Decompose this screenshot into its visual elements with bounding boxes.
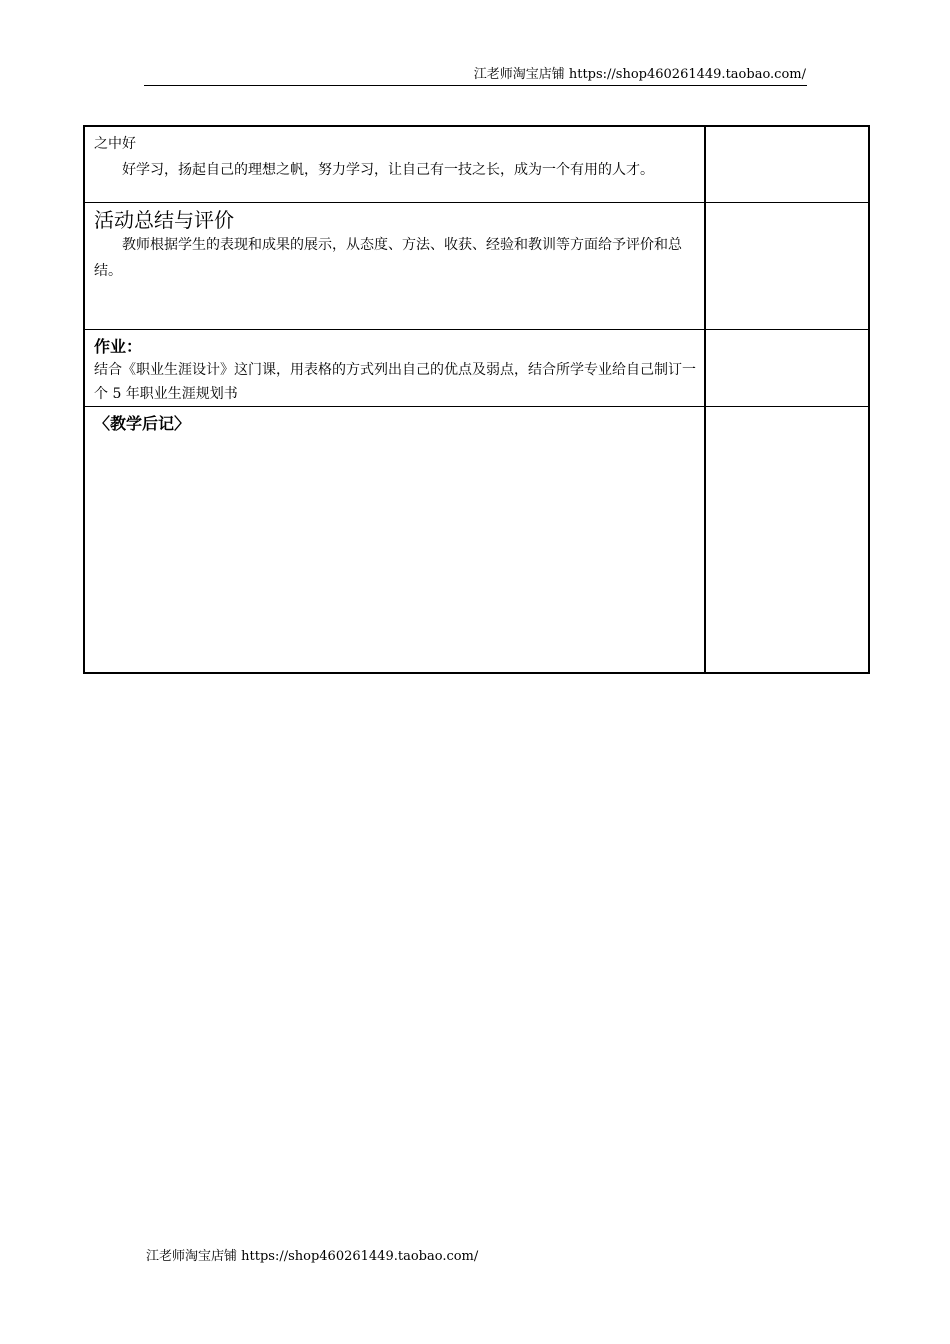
activity-summary-title: 活动总结与评价: [94, 207, 234, 232]
side-cell: [705, 202, 869, 329]
content-cell: [84, 406, 705, 673]
table-row: [84, 202, 869, 329]
study-paragraph: 好学习，扬起自己的理想之帆，努力学习，让自己有一技之长，成为一个有用的人才。: [122, 162, 654, 178]
continued-text: 之中好: [94, 136, 136, 152]
table-row: [84, 406, 869, 673]
content-cell: [84, 202, 705, 329]
side-cell: [705, 329, 869, 406]
lesson-plan-table: [83, 125, 870, 674]
homework-paragraph: 结合《职业生涯设计》这门课，用表格的方式列出自己的优点及弱点，结合所学专业给自己制订一个 5 年职业生涯规划书: [94, 361, 696, 402]
side-cell: [705, 406, 869, 673]
header-rule: [144, 85, 807, 86]
homework-title: 作业：: [94, 336, 143, 356]
content-cell: [84, 329, 705, 406]
content-cell: [84, 126, 705, 202]
page-footer: 江老师淘宝店铺 https://shop460261449.taobao.com/: [146, 1249, 479, 1264]
evaluation-paragraph: 教师根据学生的表现和成果的展示，从态度、方法、收获、经验和教训等方面给予评价和总结。: [94, 236, 682, 279]
table-row: [84, 126, 869, 202]
page-header: 江老师淘宝店铺 https://shop460261449.taobao.com/: [473, 67, 806, 82]
teaching-notes-title: 〈教学后记〉: [94, 413, 191, 433]
side-cell: [705, 126, 869, 202]
table-row: [84, 329, 869, 406]
